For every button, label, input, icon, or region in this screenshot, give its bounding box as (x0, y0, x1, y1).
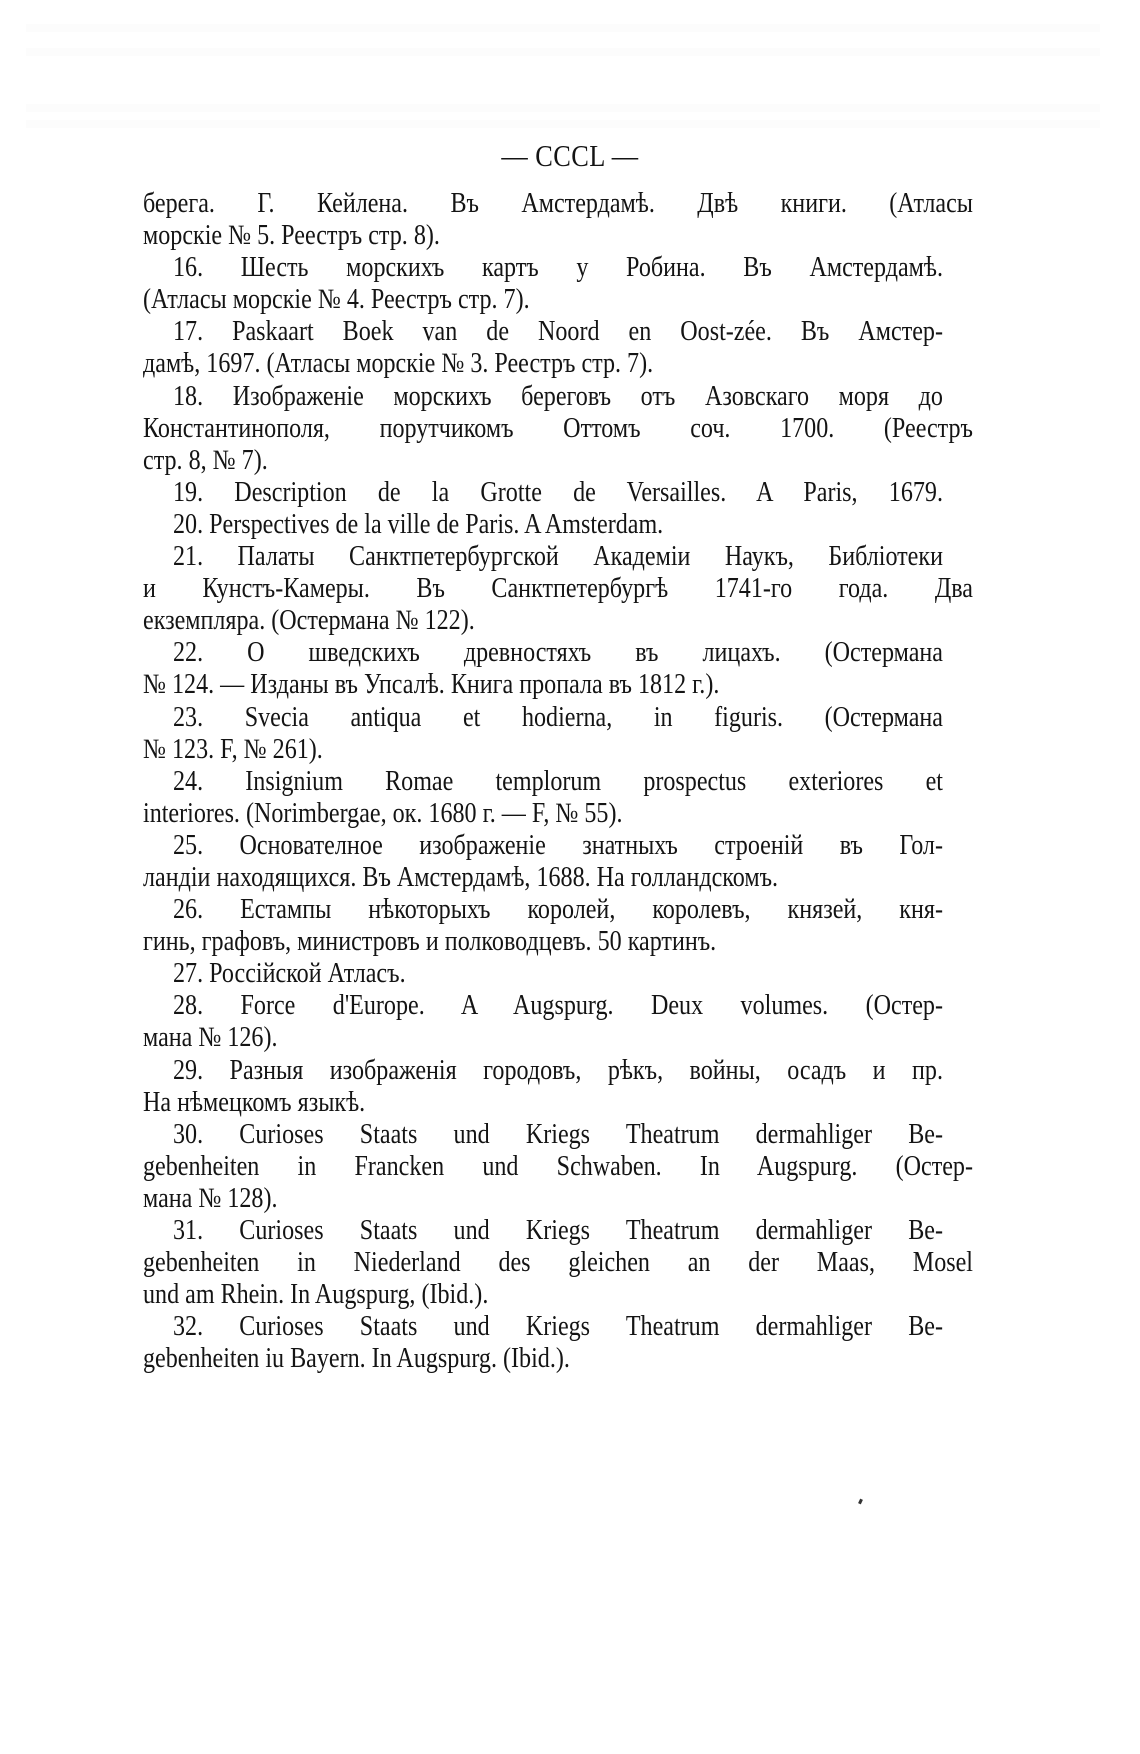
text-line-content: 31. Curioses Staats und Kriegs Theatrum dermahliger Be- (173, 1215, 943, 1246)
text-line (143, 734, 975, 766)
text-line-content: 29. Разныя изображенія городовъ, рѣкъ, войны, осадъ и пр. (173, 1054, 943, 1086)
text-line (143, 830, 975, 862)
text-line-content: и Кунстъ-Камеры. Въ Санктпетербургѣ 1741-го года. Два (143, 573, 973, 605)
page-number-header: — CCCL — (501, 138, 639, 173)
text-line (143, 605, 975, 637)
text-line (143, 990, 975, 1022)
text-line-content: 19. Description de la Grotte de Versailles. A Paris, 1679. (173, 476, 943, 508)
text-line (143, 1343, 975, 1375)
scan-artifact-band (26, 24, 1100, 32)
text-line-content: gebenheiten in Niederland des gleichen an der Maas, Mosel (143, 1247, 973, 1279)
text-line (143, 798, 975, 830)
text-line-content: 16. Шесть морскихъ картъ у Робина. Въ Амстердамѣ. (173, 252, 943, 284)
text-line (143, 766, 975, 798)
text-line (143, 862, 975, 894)
text-line (143, 284, 975, 316)
text-line (143, 1087, 975, 1119)
text-line-content: 18. Изображеніе морскихъ береговъ отъ Азовскаго моря до (173, 380, 943, 412)
text-line-content: № 123. F, № 261). (143, 733, 323, 765)
text-line (143, 348, 975, 380)
text-line-content: 26. Естампы нѣкоторыхъ королей, королевъ, князей, кня- (173, 894, 943, 926)
text-line-content: екземпляра. (Остермана № 122). (143, 605, 475, 637)
text-line-content: 28. Force d'Europe. A Augspurg. Deux volumes. (Остер- (173, 990, 943, 1022)
text-line-content: 23. Svecia antiqua et hodierna, in figuris. (Остермана (173, 701, 943, 733)
text-line-content: гинь, графовъ, министровъ и полководцевъ. 50 картинъ. (143, 926, 717, 958)
text-line-content: 24. Insignium Romae templorum prospectus exteriores et (173, 765, 943, 797)
text-line-content: стр. 8, № 7). (143, 444, 268, 476)
text-line-content: дамѣ, 1697. (Атласы морскіе № 3. Реестръ стр. 7). (143, 348, 654, 380)
text-line-content: мана № 126). (143, 1022, 278, 1054)
text-line (143, 669, 975, 701)
text-line-content: interiores. (Norimbergae, ок. 1680 г. — F, № 55). (143, 797, 623, 829)
text-line (143, 1279, 975, 1311)
text-line (143, 1151, 975, 1183)
catalog-text-body (143, 188, 975, 1375)
text-line-content: 25. Основателное изображеніе знатныхъ строеній въ Гол- (173, 829, 943, 861)
scan-artifact-band (26, 104, 1100, 112)
text-line (143, 702, 975, 734)
scan-artifact-band (26, 120, 1100, 128)
text-line-content: 30. Curioses Staats und Kriegs Theatrum dermahliger Be- (173, 1118, 943, 1150)
text-line (143, 1022, 975, 1054)
text-line-content: 21. Палаты Санктпетербургской Академіи Наукъ, Библіотеки (173, 541, 943, 573)
text-line-content: 22. О шведскихъ древностяхъ въ лицахъ. (Остермана (173, 637, 943, 669)
text-line-content: 20. Perspectives de la ville de Paris. A Amsterdam. (173, 508, 664, 540)
text-line-content: берега. Г. Кейлена. Въ Амстердамѣ. Двѣ книги. (Атласы (143, 188, 973, 219)
text-line-content: gebenheiten in Francken und Schwaben. In Augspurg. (Остер- (143, 1150, 973, 1182)
text-line-content: морскіе № 5. Реестръ стр. 8). (143, 220, 440, 252)
text-line-content: und am Rhein. In Augspurg, (Ibid.). (143, 1279, 489, 1311)
text-line-content: 32. Curioses Staats und Kriegs Theatrum dermahliger Be- (173, 1311, 943, 1343)
text-line (143, 413, 975, 445)
stray-ink-mark (858, 1499, 863, 1505)
text-line (143, 541, 975, 573)
text-line (143, 1119, 975, 1151)
text-line (143, 252, 975, 284)
text-line (143, 1183, 975, 1215)
text-line (143, 477, 975, 509)
text-line (143, 220, 975, 252)
text-line-content: 17. Paskaart Boek van de Noord en Oost-zée. Въ Амстер- (173, 316, 943, 348)
text-line (143, 894, 975, 926)
text-line (143, 958, 975, 990)
text-line (143, 188, 975, 220)
text-line-content: gebenheiten iu Bayern. In Augspurg. (Ibid.). (143, 1343, 570, 1375)
scan-artifact-band (26, 48, 1100, 56)
text-line-content: мана № 128). (143, 1182, 278, 1214)
text-line (143, 637, 975, 669)
text-line-content: На нѣмецкомъ языкѣ. (143, 1086, 366, 1118)
text-line (143, 381, 975, 413)
text-line-content: ландіи находящихся. Въ Амстердамѣ, 1688. На голландскомъ. (143, 861, 779, 893)
text-line (143, 1055, 975, 1087)
text-line (143, 445, 975, 477)
text-line (143, 926, 975, 958)
text-line (143, 316, 975, 348)
text-line (143, 573, 975, 605)
text-line (143, 1311, 975, 1343)
text-line (143, 1215, 975, 1247)
text-line-content: Константинополя, порутчикомъ Оттомъ соч. 1700. (Реестръ (143, 412, 973, 444)
text-line-content: (Атласы морскіе № 4. Реестръ стр. 7). (143, 284, 530, 316)
text-line (143, 1247, 975, 1279)
text-line-content: № 124. — Изданы въ Упсалѣ. Книга пропала въ 1812 г.). (143, 669, 720, 701)
text-line-content: 27. Россійской Атласъ. (173, 958, 406, 990)
text-line (143, 509, 975, 541)
